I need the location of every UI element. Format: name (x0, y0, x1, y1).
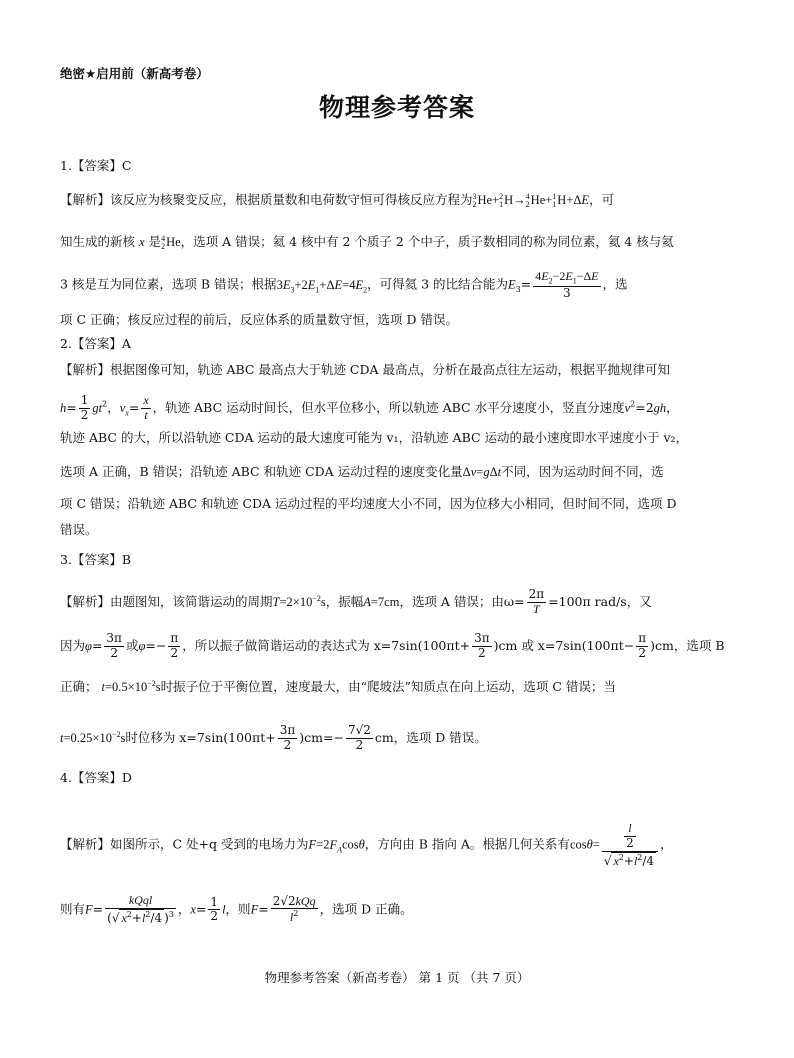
q2-line-1: 【解析】根据图像可知，轨迹 ABC 最高点大于轨迹 CDA 最高点，分析在最高点往左运动，根据平抛规律可知 (60, 362, 671, 377)
q2-line-5: 项 C 错误；沿轨迹 ABC 和轨迹 CDA 运动过程的平均速度大小不同，因为位移大小相同，但时间不同，选项 D (60, 496, 677, 511)
q3-line-3: 正确； $t=0.5\times 10^{-2}s$时振子位于平衡位置，速度最大，由“爬坡法”知质点在向上运动，选项 C 错误；当 (60, 679, 616, 695)
q3-line-1: 【解析】由题图知，该简谐运动的周期$T=2\times 10^{-2}s$，振幅A=7cm，选项 A 错误；由ω= $\frac{2\pi}{T}$ =100π rad/s，又 (60, 587, 652, 616)
q2-line-2: h= $\frac{1}{2}$ $gt^2$，$v_x=$ $\frac{x}{t}$ ，轨迹 ABC 运动时间长，但水平位移小，所以轨迹 ABC 水平分速度小，竖直分速度$v^2=2gh$， (60, 393, 679, 422)
confidential-label: 绝密★启用前（新高考卷） (60, 66, 209, 81)
q4-line-2: 则有F= $\frac{\text{kQql}}{(√ x^2+l^2/4 )^3}$ ，x= $\frac{1}{2}$ l，则F= $\frac{\text{2√2kQq}}{l^2}$ ，选项 D 正确。 (60, 893, 413, 925)
q3-line-4: $t=0.25\times 10^{-2}s$时位移为 x=7sin(100πt+ $\frac{3\pi}{2}$ )cm=− $\frac{7√2}{2}$ cm，选项 D 错误。 (60, 723, 487, 752)
q1-line-1: 【解析】该反应为核聚变反应，根据质量数和电荷数守恒可得核反应方程为3 2He+2 1H→4 2He+1 1H+ΔE，可 (60, 192, 615, 210)
q4-line-1: 【解析】如图所示，C 处+q 受到的电场力为$F=2F_A\cos\theta$，方向由 B 指向 A。根据几何关系有cosθ= $\frac{\frac{l}{2}}{√ x^2+l^2/4}$ ， (60, 821, 673, 868)
q2-line-4: 选项 A 正确，B 错误；沿轨迹 ABC 和轨迹 CDA 运动过程的速度变化量Δv=gΔt不同，因为运动时间不同，选 (60, 464, 664, 479)
q1-answer: 1.【答案】C (60, 158, 132, 173)
page-title: 物理参考答案 (318, 93, 475, 122)
q3-answer: 3.【答案】B (60, 552, 132, 567)
q1-line-4: 项 C 正确；核反应过程的前后，反应体系的质量数守恒，选项 D 错误。 (60, 312, 458, 327)
q3-line-2: 因为φ= $\frac{3\pi}{2}$ 或φ=− $\frac{\pi}{2}$ ，所以振子做简谐运动的表达式为 x=7sin(100πt+ $\frac{3\pi}{2}$ )cm 或 x=7sin(100πt− $\frac{\pi}{2}$ )cm，选项 B (60, 631, 725, 660)
q2-answer: 2.【答案】A (60, 336, 131, 351)
page-footer: 物理参考答案（新高考卷） 第 1 页 （共 7 页） (264, 970, 530, 985)
q4-answer: 4.【答案】D (60, 770, 132, 785)
q2-line-6: 错误。 (60, 522, 98, 537)
q1-line-2: 知生成的新核 x 是4 2He，选项 A 错误；氦 4 核中有 2 个质子 2 个中子，质子数相同的称为同位素，氦 4 核与氦 (60, 234, 674, 252)
q2-line-3: 轨迹 ABC 的大，所以沿轨迹 CDA 运动的最大速度可能为 v₁，沿轨迹 ABC 运动的最小速度即水平速度小于 v₂， (60, 430, 689, 445)
q1-line-3: 3 核是互为同位素，选项 B 错误；根据$3E_3+2E_1+\Delta E=4E_2$，可得氦 3 的比结合能为$E_3=$ $\frac{4E_2-2E_1-\Delta E}{3}$ ，选 (60, 269, 628, 300)
